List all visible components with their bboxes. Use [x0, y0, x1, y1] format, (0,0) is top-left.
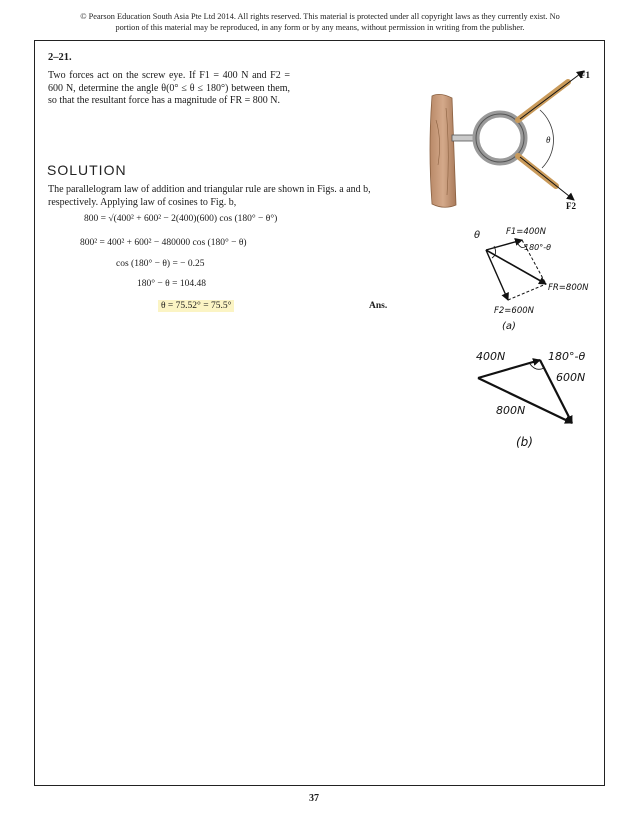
- force-f1-arrow: [520, 71, 584, 119]
- f2-label: F2: [566, 201, 576, 211]
- fig-b-800-label: 800N: [496, 404, 526, 417]
- wood-block: [430, 94, 456, 207]
- fig-b-caption: (b): [516, 435, 533, 449]
- fig-b-600-label: 600N: [556, 371, 586, 384]
- figure-a: [474, 227, 589, 332]
- solution-heading: SOLUTION: [47, 162, 127, 178]
- fig-a-f2-label: F2=600N: [494, 306, 535, 316]
- copyright-notice: © Pearson Education South Asia Pte Ltd 2014. All rights reserved. This material is protected under all copyright laws as they currently exist. No portion of this material may be reproduced, in any form or by any means, without permission in writing from the publisher.: [80, 12, 560, 32]
- problem-statement: Two forces act on the screw eye. If F1 = 400 N and F2 = 600 N, determine the angle θ(0° ≤ θ ≤ 180°) between them, so that the resultant force has a magnitude of FR = 800 N.: [48, 70, 290, 106]
- screw-shank: [452, 135, 474, 141]
- fig-a-caption: (a): [502, 321, 516, 332]
- problem-number: 2–21.: [48, 52, 72, 63]
- fig-a-f1-label: F1=400N: [506, 227, 547, 237]
- answer-label: Ans.: [369, 301, 388, 311]
- theta-label: θ: [546, 135, 551, 145]
- answer-highlight: θ = 75.52° = 75.5°: [158, 300, 234, 312]
- solution-intro: The parallelogram law of addition and triangular rule are shown in Figs. a and b, respectively. Applying law of cosines to Fig. b,: [48, 184, 371, 208]
- equation-1: 800 = √(400² + 600² − 2(400)(600) cos (180° − θ°): [84, 214, 278, 224]
- fig-b-600-vector: [540, 360, 572, 423]
- fig-b-400-label: 400N: [476, 350, 506, 363]
- fig-a-f2-vector: [486, 250, 508, 300]
- fig-a-f1-vector: [486, 240, 522, 250]
- fig-a-fr-label: FR=800N: [548, 283, 589, 293]
- fig-a-dashed-2: [508, 284, 546, 300]
- equation-4: 180° − θ = 104.48: [137, 279, 206, 289]
- fig-a-theta: θ: [474, 230, 481, 241]
- force-f2-arrow: [520, 157, 574, 200]
- equation-2: 800² = 400² + 600² − 480000 cos (180° − θ): [80, 238, 247, 248]
- fig-b-angle-label: 180°-θ: [548, 350, 586, 363]
- page-number: 37: [309, 793, 319, 804]
- figure-b: [476, 350, 585, 449]
- f1-label: F1: [580, 70, 590, 80]
- fig-a-angle-label: 180°-θ: [524, 243, 552, 252]
- screw-eye-figure: [430, 70, 590, 211]
- equation-3: cos (180° − θ) = − 0.25: [116, 259, 205, 269]
